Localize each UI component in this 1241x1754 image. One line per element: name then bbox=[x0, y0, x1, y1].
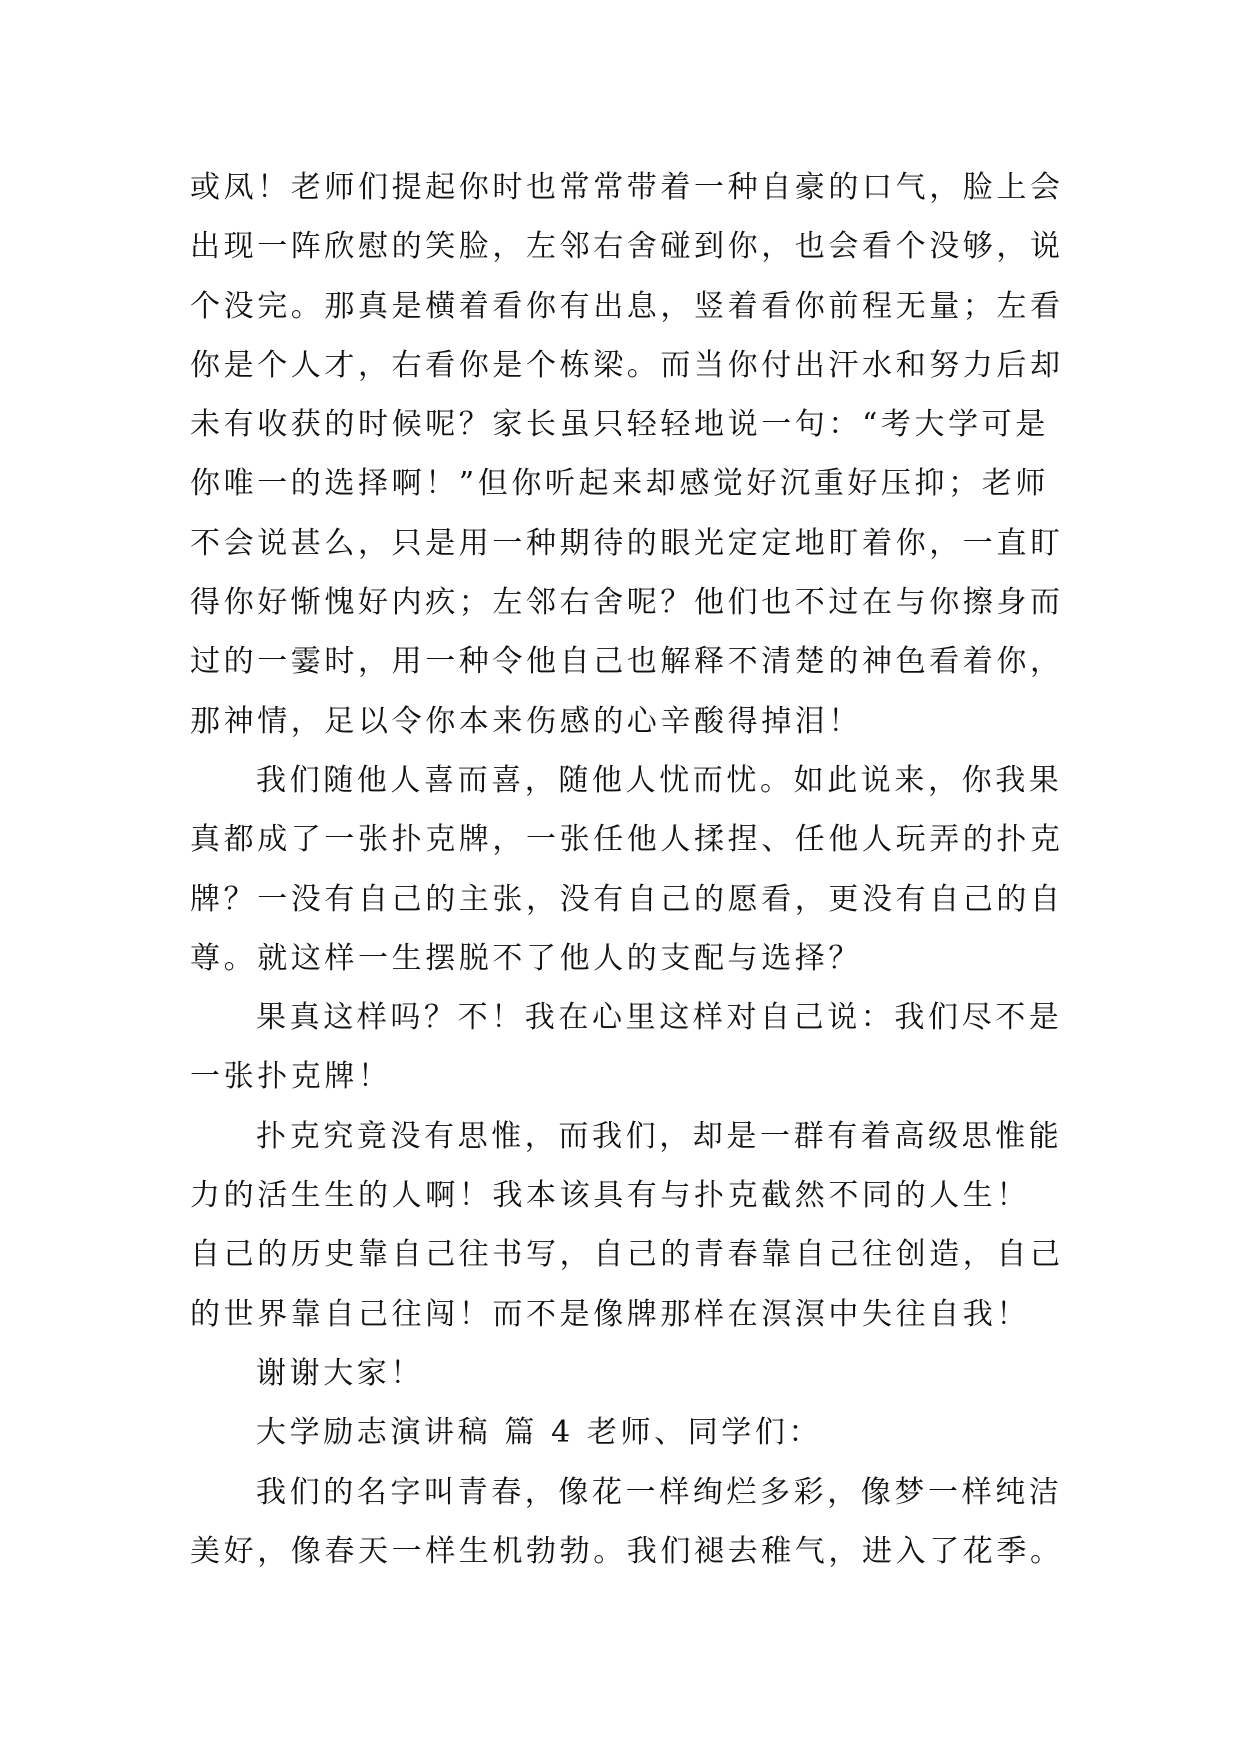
text-line: 尊。就这样一生摆脱不了他人的支配与选择？ bbox=[190, 940, 862, 976]
section-heading-line: 大学励志演讲稿 篇 4 老师、同学们： bbox=[256, 1415, 823, 1451]
text-line: 或凤！老师们提起你时也常常带着一种自豪的口气，脸上会 bbox=[190, 170, 1064, 205]
text-line: 你是个人才，右看你是个栋梁。而当你付出汗水和努力后却 bbox=[190, 347, 1064, 383]
paragraph-start-line: 我们的名字叫青春，像花一样绚烂多彩，像梦一样纯洁 bbox=[256, 1474, 1063, 1510]
body-text bbox=[190, 158, 1070, 1581]
paragraph-start-line: 我们随他人喜而喜，随他人忧而忧。如此说来，你我果 bbox=[256, 762, 1063, 798]
closing-thanks-line: 谢谢大家！ bbox=[256, 1355, 424, 1391]
text-line: 自己的历史靠自己往书写，自己的青春靠自己往创造，自己 bbox=[190, 1237, 1064, 1273]
text-line: 得你好惭愧好内疚；左邻右舍呢？他们也不过在与你擦身而 bbox=[190, 585, 1064, 621]
text-line: 一张扑克牌！ bbox=[190, 1059, 392, 1095]
text-line: 真都成了一张扑克牌，一张任他人揉捏、任他人玩弄的扑克 bbox=[190, 822, 1064, 858]
text-line: 不会说甚么，只是用一种期待的眼光定定地盯着你，一直盯 bbox=[190, 525, 1064, 561]
text-line: 力的活生生的人啊！我本该具有与扑克截然不同的人生！ bbox=[190, 1178, 1030, 1214]
text-line: 未有收获的时候呢？家长虽只轻轻地说一句：“考大学可是 bbox=[190, 407, 1049, 443]
text-line: 牌？一没有自己的主张，没有自己的愿看，更没有自己的自 bbox=[190, 881, 1064, 917]
text-line: 的世界靠自己往闯！而不是像牌那样在溟溟中失往自我！ bbox=[190, 1296, 1030, 1332]
text-line: 那神情，足以令你本来伤感的心辛酸得掉泪！ bbox=[190, 703, 862, 739]
paragraph-start-line: 果真这样吗？不！我在心里这样对自己说：我们尽不是 bbox=[256, 1000, 1063, 1036]
paragraph-start-line: 扑克究竟没有思惟，而我们，却是一群有着高级思惟能 bbox=[256, 1118, 1063, 1154]
text-line: 过的一霎时，用一种令他自己也解释不清楚的神色看着你， bbox=[190, 644, 1064, 680]
text-line: 美好，像春天一样生机勃勃。我们褪去稚气，进入了花季。 bbox=[190, 1533, 1064, 1569]
text-line: 个没完。那真是横着看你有出息，竖着看你前程无量；左看 bbox=[190, 288, 1064, 324]
text-line: 出现一阵欣慰的笑脸，左邻右舍碰到你，也会看个没够，说 bbox=[190, 229, 1064, 265]
text-line: 你唯一的选择啊！”但你听起来却感觉好沉重好压抑；老师 bbox=[190, 466, 1049, 502]
